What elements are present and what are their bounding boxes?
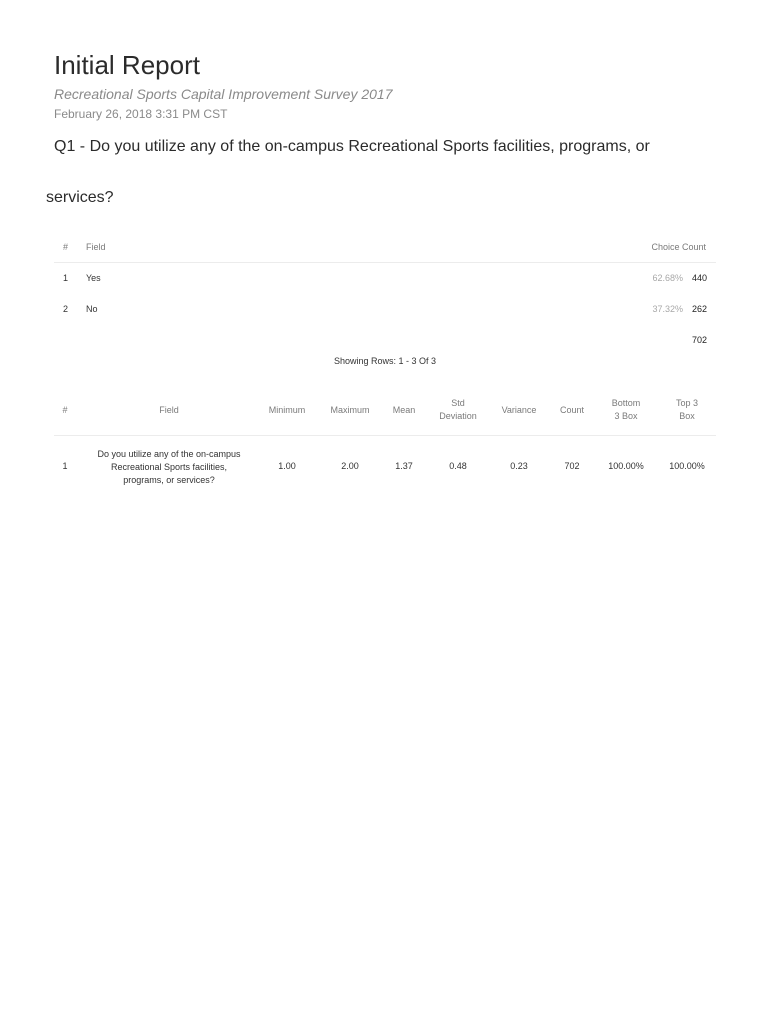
row-number: 1 [62,461,68,471]
row-number: 1 [63,273,69,283]
header-number: # [62,405,68,415]
choice-table-header [54,232,716,263]
header-variance: Variance [501,405,537,415]
header-mean: Mean [392,405,416,415]
row-field-line3: programs, or services? [123,475,215,485]
row-field [94,448,244,487]
header-choice-count: Choice Count [651,242,706,252]
header-maximum: Maximum [330,405,370,415]
header-bottom-line1: Bottom [611,398,641,408]
row-variance: 0.23 [510,461,528,471]
row-label: No [86,304,98,314]
row-label: Yes [86,273,101,283]
header-top-line1: Top 3 [675,398,699,408]
row-top-3-box: 100.00% [669,461,705,471]
question-text-continued: services? [46,189,114,206]
showing-rows-caption: Showing Rows: 1 - 3 Of 3 [333,356,437,366]
report-date: February 26, 2018 3:31 PM CST [54,107,228,121]
stats-table-header [54,390,716,436]
header-bottom-3-box [600,397,652,423]
row-count: 440 [691,273,707,283]
header-bottom-line2: 3 Box [614,411,638,421]
row-std-deviation: 0.48 [449,461,467,471]
row-count: 262 [691,304,707,314]
header-minimum: Minimum [268,405,306,415]
header-number: # [63,242,69,252]
report-title: Initial Report [54,50,200,80]
row-maximum: 2.00 [341,461,359,471]
report-subtitle: Recreational Sports Capital Improvement Survey 2017 [54,86,393,102]
choice-total-row [54,325,716,355]
table-row [54,294,716,325]
table-row [54,263,716,294]
table-row [54,436,716,502]
row-minimum: 1.00 [278,461,296,471]
choice-count-table [54,232,716,355]
header-field: Field [159,405,179,415]
row-number: 2 [63,304,69,314]
header-field: Field [86,242,106,252]
header-count: Count [559,405,585,415]
row-count: 702 [564,461,580,471]
header-std-line1: Std [451,398,465,408]
header-top-3-box [662,397,712,423]
total-count: 702 [691,335,707,345]
row-percent: 62.68% [652,273,683,283]
row-bottom-3-box: 100.00% [608,461,644,471]
header-std-deviation [432,397,484,423]
statistics-table [54,390,716,502]
header-std-line2: Deviation [439,411,477,421]
row-mean: 1.37 [395,461,413,471]
header-top-line2: Box [679,411,695,421]
row-field-line2: Recreational Sports facilities, [110,462,228,472]
row-percent: 37.32% [652,304,683,314]
question-text: Q1 - Do you utilize any of the on-campus Recreational Sports facilities, programs, or [54,138,650,155]
row-field-line1: Do you utilize any of the on-campus [97,449,241,459]
